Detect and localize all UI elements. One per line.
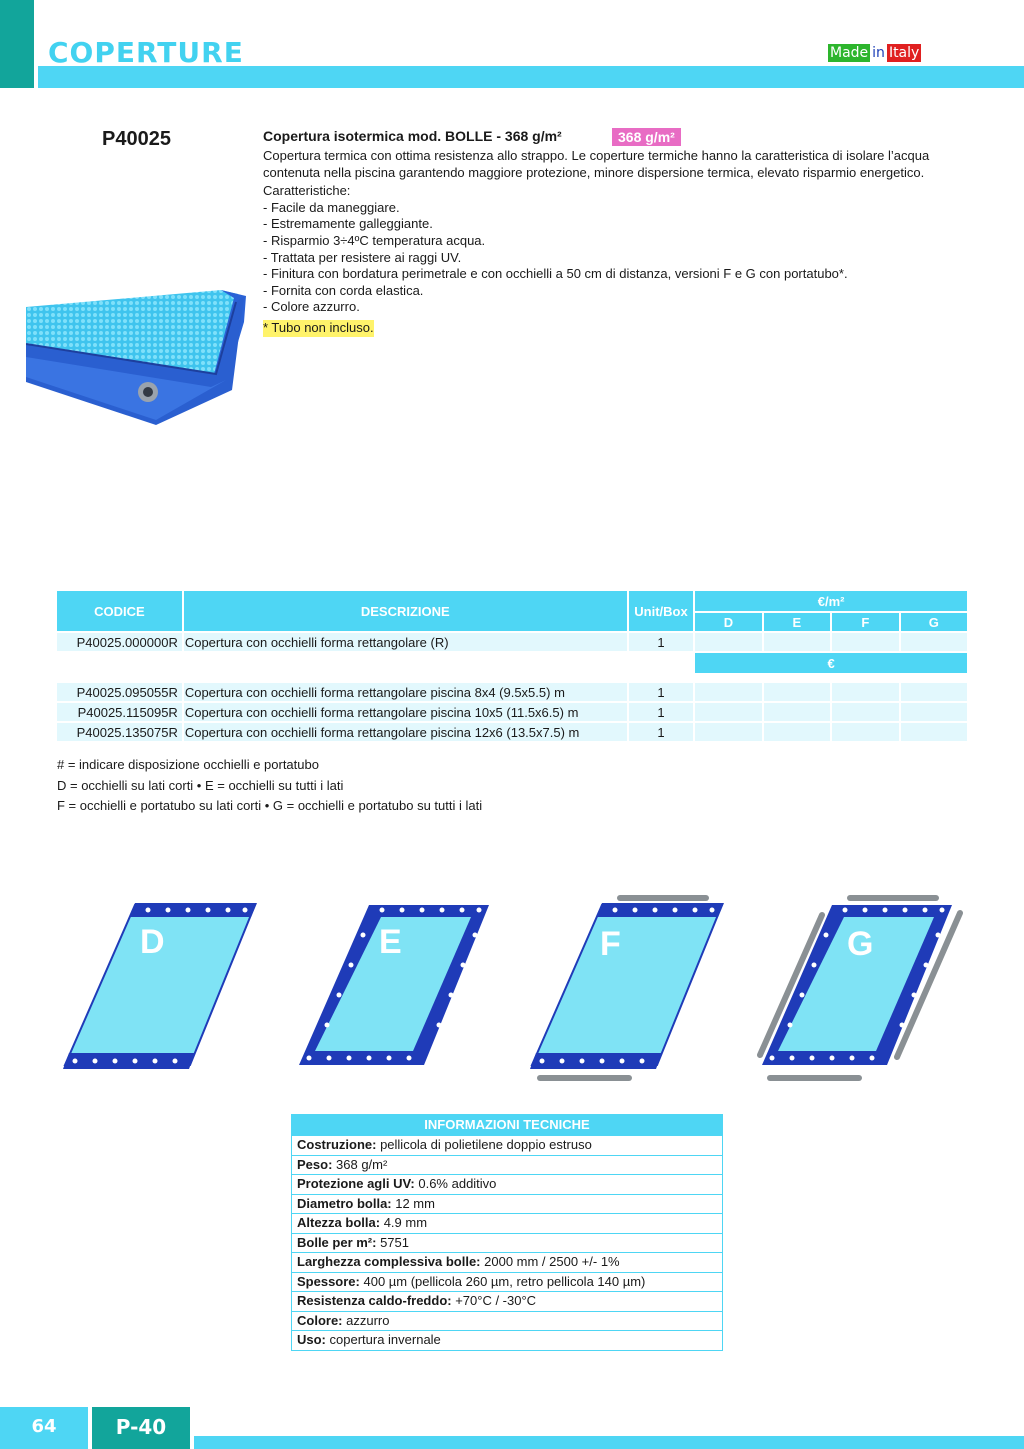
tech-label: Altezza bolla: — [297, 1215, 381, 1230]
tech-label: Costruzione: — [297, 1137, 377, 1152]
table-row — [57, 633, 967, 651]
characteristic-item: - Risparmio 3÷4ºC temperatura acqua. — [263, 232, 486, 248]
variant-e-header: E — [764, 613, 830, 631]
tech-label: Bolle per m²: — [297, 1234, 377, 1250]
product-code: P40025 — [102, 128, 171, 150]
tech-value: 0.6% additivo — [414, 1176, 497, 1191]
code-header: CODICE — [57, 591, 182, 631]
in-label: in — [872, 45, 885, 61]
price-cell — [764, 723, 830, 741]
description-header: DESCRIZIONE — [184, 591, 627, 631]
product-description: Copertura termica con ottima resistenza allo strappo. Le coperture termiche hanno la caratteristica di isolare l’acqua contenuta nella piscina garantendo maggiore protezione, minore dispersione termica, elevato risparmio energetico. — [263, 148, 930, 180]
price-cell — [832, 683, 898, 701]
price-cell — [901, 633, 967, 651]
tech-row — [291, 1253, 723, 1273]
tech-value: 368 g/m² — [332, 1156, 388, 1172]
tech-value: 2000 mm / 2500 +/- 1% — [480, 1254, 620, 1269]
price-cell — [695, 723, 761, 741]
product-title: Copertura isotermica mod. BOLLE - 368 g/m² — [263, 128, 562, 144]
tech-value: pellicola di polietilene doppio estruso — [376, 1137, 592, 1152]
tech-label: Uso: — [297, 1332, 326, 1347]
page-number: 64 — [0, 1407, 88, 1449]
made-label: Made — [830, 45, 869, 61]
diagram-g — [752, 885, 972, 1090]
tech-value: +70°C / -30°C — [451, 1293, 537, 1308]
row-description: Copertura con occhielli forma rettangolare piscina 8x4 (9.5x5.5) m — [184, 683, 627, 701]
diagram-label: F — [600, 925, 621, 963]
diagram-label: E — [379, 923, 402, 961]
row-code: P40025.135075R — [57, 723, 182, 741]
price-cell — [832, 633, 898, 651]
tech-value: 12 mm — [391, 1195, 435, 1211]
product-photo — [26, 282, 246, 427]
tech-row — [291, 1195, 723, 1215]
made-in-italy-logo — [828, 44, 921, 62]
footer-bar — [194, 1436, 1024, 1449]
tech-value: copertura invernale — [325, 1332, 441, 1347]
section-code: P-40 — [92, 1407, 190, 1449]
price-cell — [901, 723, 967, 741]
tech-label: Resistenza caldo-freddo: — [297, 1293, 452, 1308]
diagram-d — [55, 885, 275, 1090]
legend-line: F = occhielli e portatubo su lati corti • G = occhielli e portatubo su tutti i lati — [57, 798, 483, 813]
legend-line: D = occhielli su lati corti • E = occhielli su tutti i lati — [57, 777, 344, 793]
header-bar — [38, 66, 1024, 88]
price-cell — [764, 703, 830, 721]
row-unit: 1 — [629, 703, 693, 721]
tech-row — [291, 1214, 723, 1234]
tech-row — [291, 1175, 723, 1195]
tech-label: Spessore: — [297, 1273, 360, 1289]
row-code: P40025.000000R — [57, 633, 182, 651]
legend — [57, 755, 482, 817]
tech-row — [291, 1156, 723, 1176]
price-cell — [832, 723, 898, 741]
price-cell — [764, 633, 830, 651]
diagram-f — [522, 885, 742, 1090]
price-cell — [695, 683, 761, 701]
row-description: Copertura con occhielli forma rettangolare (R) — [184, 633, 627, 651]
characteristic-item: - Facile da maneggiare. — [263, 199, 400, 215]
weight-badge: 368 g/m² — [612, 128, 681, 146]
tech-row — [291, 1292, 723, 1312]
table-row — [57, 703, 967, 721]
diagram-label: G — [847, 925, 874, 963]
tech-row — [291, 1312, 723, 1332]
row-description: Copertura con occhielli forma rettangolare piscina 10x5 (11.5x6.5) m — [184, 703, 627, 721]
tech-row — [291, 1273, 723, 1293]
row-unit: 1 — [629, 723, 693, 741]
tube-note: * Tubo non incluso. — [263, 319, 374, 335]
price-per-m2-header: €/m² — [695, 591, 967, 611]
tech-row — [291, 1136, 723, 1156]
variant-g-header: G — [901, 613, 967, 631]
characteristic-item: - Estremamente galleggiante. — [263, 216, 433, 232]
characteristic-item: - Trattata per resistere ai raggi UV. — [263, 249, 462, 265]
italy-label: Italy — [888, 45, 920, 61]
header-accent-block — [0, 0, 34, 88]
legend-line: # = indicare disposizione occhielli e portatubo — [57, 757, 319, 772]
price-cell — [901, 683, 967, 701]
tech-row — [291, 1331, 723, 1351]
row-code: P40025.115095R — [57, 703, 182, 721]
variant-d-header: D — [695, 613, 761, 631]
price-cell — [901, 703, 967, 721]
tech-value: 4.9 mm — [380, 1215, 428, 1230]
characteristic-item: - Fornita con corda elastica. — [263, 282, 424, 298]
diagram-e — [289, 885, 509, 1090]
price-cell — [764, 683, 830, 701]
tech-value: 5751 — [376, 1234, 410, 1250]
table-row — [57, 683, 967, 701]
technical-info-table — [291, 1114, 723, 1351]
product-description-block — [263, 148, 983, 337]
tech-label: Larghezza complessiva bolle: — [297, 1254, 481, 1269]
price-cell — [832, 703, 898, 721]
tech-label: Diametro bolla: — [297, 1195, 392, 1211]
row-unit: 1 — [629, 683, 693, 701]
characteristic-item: - Finitura con bordatura perimetrale e con occhielli a 50 cm di distanza, versioni F e G con portatubo*. — [263, 266, 848, 282]
product-table — [55, 589, 969, 743]
price-cell — [695, 633, 761, 651]
technical-info-title: INFORMAZIONI TECNICHE — [291, 1114, 723, 1136]
variant-f-header: F — [832, 613, 898, 631]
unit-box-header: Unit/Box — [629, 591, 693, 631]
diagram-label: D — [140, 923, 165, 961]
tech-value: azzurro — [342, 1312, 390, 1328]
tech-label: Protezione agli UV: — [297, 1176, 415, 1191]
table-row — [57, 723, 967, 741]
characteristic-item: - Colore azzurro. — [263, 299, 360, 315]
row-unit: 1 — [629, 633, 693, 651]
row-code: P40025.095055R — [57, 683, 182, 701]
characteristics-title: Caratteristiche: — [263, 183, 351, 199]
price-cell — [695, 703, 761, 721]
row-description: Copertura con occhielli forma rettangolare piscina 12x6 (13.5x7.5) m — [184, 723, 627, 741]
tech-row — [291, 1234, 723, 1254]
tech-value: 400 µm (pellicola 260 µm, retro pellicola 140 µm) — [359, 1273, 646, 1289]
tech-label: Peso: — [297, 1156, 333, 1172]
tech-label: Colore: — [297, 1312, 343, 1328]
section-title: COPERTURE — [48, 36, 244, 69]
price-header: € — [695, 653, 967, 673]
